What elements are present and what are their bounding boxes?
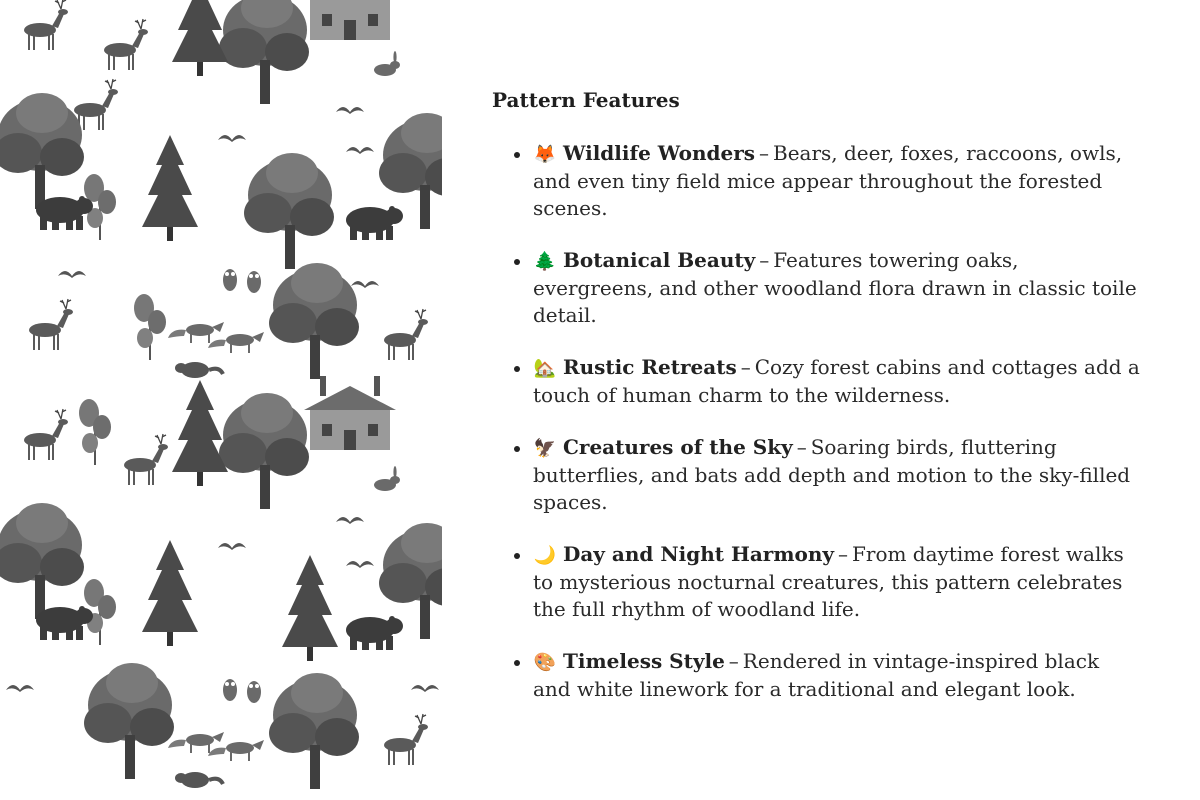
bear-illustration	[346, 206, 403, 240]
feature-list	[492, 140, 1142, 703]
bear-illustration	[36, 606, 93, 640]
raccoon-illustration	[175, 772, 223, 788]
pine-tree-illustration	[142, 135, 198, 241]
owl-illustration	[247, 271, 261, 293]
deer-illustration	[104, 19, 148, 70]
eagle-icon: 🦅	[533, 438, 557, 459]
bird-illustration	[6, 685, 34, 692]
owl-illustration	[223, 679, 237, 701]
feature-description: Rendered in vintage-inspired black and white linework for a traditional and elegant look.	[533, 649, 1100, 701]
feature-separator: –	[740, 355, 751, 379]
rabbit-illustration	[374, 51, 400, 76]
feature-item-rustic-retreats	[533, 354, 1142, 409]
feature-title: Timeless Style	[563, 649, 725, 673]
feature-title: Rustic Retreats	[563, 355, 737, 379]
bear-illustration	[36, 196, 93, 230]
feature-item-botanical-beauty	[533, 247, 1142, 329]
feature-item-creatures-of-the-sky	[533, 434, 1142, 516]
bird-illustration	[346, 561, 374, 568]
fox-illustration	[208, 332, 264, 353]
bird-illustration	[346, 147, 374, 154]
deer-illustration	[29, 299, 73, 350]
feature-title: Wildlife Wonders	[563, 141, 755, 165]
deer-illustration	[124, 434, 168, 485]
feature-separator: –	[728, 649, 739, 673]
sapling-illustration	[79, 399, 111, 465]
sapling-illustration	[134, 294, 166, 360]
bird-illustration	[411, 685, 439, 692]
feature-title: Botanical Beauty	[563, 248, 756, 272]
toile-pattern-illustration	[0, 0, 442, 800]
oak-tree-illustration	[269, 263, 359, 379]
bird-illustration	[351, 281, 379, 288]
features-heading: Pattern Features	[492, 88, 680, 112]
feature-item-wildlife-wonders	[533, 140, 1142, 222]
deer-illustration	[24, 0, 68, 50]
pine-tree-illustration	[282, 555, 338, 661]
feature-description: Soaring birds, fluttering butterflies, and bats add depth and motion to the sky-filled spaces.	[533, 435, 1131, 514]
bird-illustration	[336, 517, 364, 524]
bird-illustration	[336, 107, 364, 114]
feature-separator: –	[759, 141, 769, 165]
fox-illustration	[168, 322, 224, 343]
bird-illustration	[218, 543, 246, 550]
features-panel	[492, 88, 1142, 728]
fox-icon: 🦊	[533, 144, 557, 165]
deer-illustration	[74, 79, 118, 130]
pine-tree-illustration	[172, 0, 228, 76]
bear-illustration	[346, 616, 403, 650]
oak-tree-illustration	[219, 393, 309, 509]
feature-separator: –	[796, 435, 807, 459]
oak-tree-illustration	[244, 153, 334, 269]
deer-illustration	[24, 409, 68, 460]
pine-tree-illustration	[142, 540, 198, 646]
feature-separator: –	[838, 542, 848, 566]
cottage-illustration	[304, 0, 396, 40]
feature-item-day-and-night-harmony	[533, 541, 1142, 623]
feature-description: Features towering oaks, evergreens, and other woodland flora drawn in classic toile detail.	[533, 248, 1137, 327]
oak-tree-illustration	[0, 93, 84, 209]
oak-tree-illustration	[269, 673, 359, 789]
feature-description: Cozy forest cabins and cottages add a touch of human charm to the wilderness.	[533, 355, 1140, 407]
feature-description: From daytime forest walks to mysterious nocturnal creatures, this pattern celebrates the full rhythm of woodland life.	[533, 542, 1124, 621]
rabbit-illustration	[374, 466, 400, 491]
feature-title: Creatures of the Sky	[563, 435, 793, 459]
feature-description: Bears, deer, foxes, raccoons, owls, and even tiny field mice appear throughout the forested scenes.	[533, 141, 1123, 220]
oak-tree-illustration	[0, 503, 84, 619]
owl-illustration	[247, 681, 261, 703]
woodland-toile-svg	[0, 0, 442, 800]
crescent-moon-icon: 🌙	[533, 545, 557, 566]
feature-separator: –	[759, 248, 770, 272]
feature-item-timeless-style	[533, 648, 1142, 703]
house-icon: 🏡	[533, 358, 557, 379]
bird-illustration	[58, 271, 86, 278]
raccoon-illustration	[175, 362, 223, 378]
oak-tree-illustration	[84, 663, 174, 779]
feature-title: Day and Night Harmony	[563, 542, 834, 566]
deer-illustration	[384, 309, 428, 360]
fox-illustration	[208, 740, 264, 761]
oak-tree-illustration	[219, 0, 309, 104]
pine-tree-illustration	[172, 380, 228, 486]
owl-illustration	[223, 269, 237, 291]
cottage-illustration	[304, 376, 396, 450]
deer-illustration	[384, 714, 428, 765]
artist-palette-icon: 🎨	[533, 652, 557, 673]
bird-illustration	[218, 135, 246, 142]
evergreen-tree-icon: 🌲	[533, 251, 557, 272]
